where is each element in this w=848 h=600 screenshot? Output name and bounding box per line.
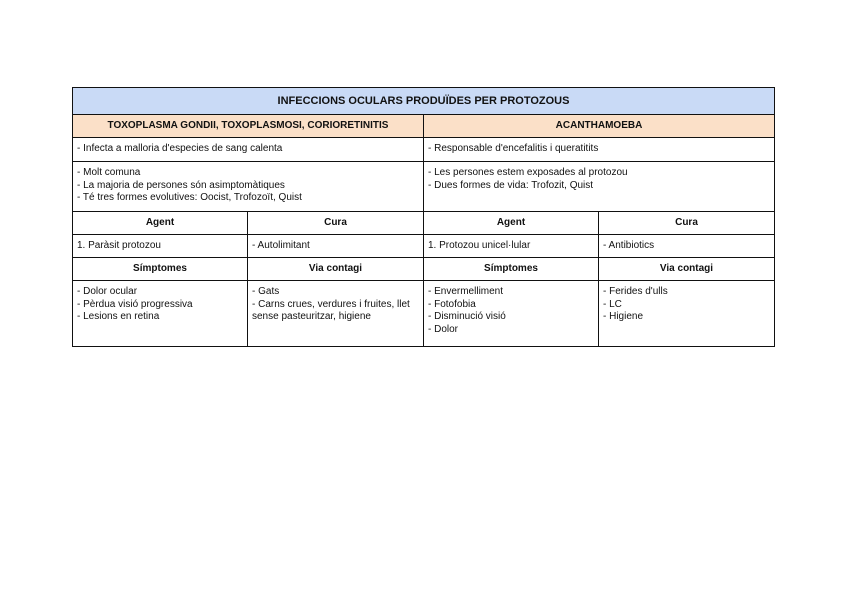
contagion-line: - Gats	[252, 286, 280, 297]
contagion-line: - Ferides d'ulls	[603, 286, 668, 297]
symptom-line: - Lesions en retina	[77, 311, 160, 322]
toxoplasma-contagion-label: Via contagi	[248, 258, 424, 281]
toxoplasma-cure-label: Cura	[248, 212, 424, 235]
toxoplasma-cure: - Autolimitant	[248, 235, 424, 258]
symptom-line: - Dolor	[428, 323, 459, 335]
symptoms-contagion-header-row	[73, 258, 775, 281]
symptom-line: - Envermelliment	[428, 286, 504, 297]
infections-table	[72, 87, 775, 347]
notes-row	[73, 162, 775, 212]
agent-cure-row	[73, 235, 775, 258]
acanthamoeba-notes	[424, 162, 775, 212]
toxoplasma-header: TOXOPLASMA GONDII, TOXOPLASMOSI, CORIORETINITIS	[73, 115, 424, 138]
acanthamoeba-cure-label: Cura	[599, 212, 775, 235]
table-title: INFECCIONS OCULARS PRODUÏDES PER PROTOZOUS	[73, 88, 775, 115]
acanthamoeba-symptoms	[424, 281, 599, 347]
toxoplasma-notes	[73, 162, 424, 212]
acanthamoeba-host: - Responsable d'encefalitis i queratitits	[424, 138, 775, 162]
acanthamoeba-agent: 1. Protozou unicel·lular	[424, 235, 599, 258]
contagion-line: - Higiene	[603, 311, 644, 322]
note-line: - Dues formes de vida: Trofozit, Quist	[428, 179, 594, 191]
symptoms-contagion-row	[73, 281, 775, 347]
acanthamoeba-symptoms-label: Símptomes	[424, 258, 599, 281]
acanthamoeba-contagion	[599, 281, 775, 347]
title-row	[73, 88, 775, 115]
note-line: - Les persones estem exposades al protozou	[428, 167, 628, 178]
toxoplasma-agent: 1. Paràsit protozou	[73, 235, 248, 258]
symptom-line: - Disminució visió	[428, 311, 506, 322]
symptom-line: - Dolor ocular	[77, 286, 138, 297]
symptom-line: - Pèrdua visió progressiva	[77, 298, 193, 310]
toxoplasma-host: - Infecta a malloria d'especies de sang calenta	[73, 138, 424, 162]
acanthamoeba-cure: - Antibiotics	[599, 235, 775, 258]
contagion-line: - LC	[603, 298, 622, 310]
note-line: - Molt comuna	[77, 167, 141, 178]
acanthamoeba-agent-label: Agent	[424, 212, 599, 235]
toxoplasma-agent-label: Agent	[73, 212, 248, 235]
organism-header-row	[73, 115, 775, 138]
note-line: - Té tres formes evolutives: Oocist, Trofozoït, Quist	[77, 192, 302, 203]
agent-cure-header-row	[73, 212, 775, 235]
toxoplasma-symptoms	[73, 281, 248, 347]
toxoplasma-contagion	[248, 281, 424, 347]
acanthamoeba-contagion-label: Via contagi	[599, 258, 775, 281]
host-row	[73, 138, 775, 162]
contagion-line: - Carns crues, verdures i fruites, llet sense pasteuritzar, higiene	[252, 298, 410, 322]
acanthamoeba-header: ACANTHAMOEBA	[424, 115, 775, 138]
note-line: - La majoria de persones són asimptomàtiques	[77, 179, 285, 191]
symptom-line: - Fotofobia	[428, 298, 476, 310]
toxoplasma-symptoms-label: Símptomes	[73, 258, 248, 281]
